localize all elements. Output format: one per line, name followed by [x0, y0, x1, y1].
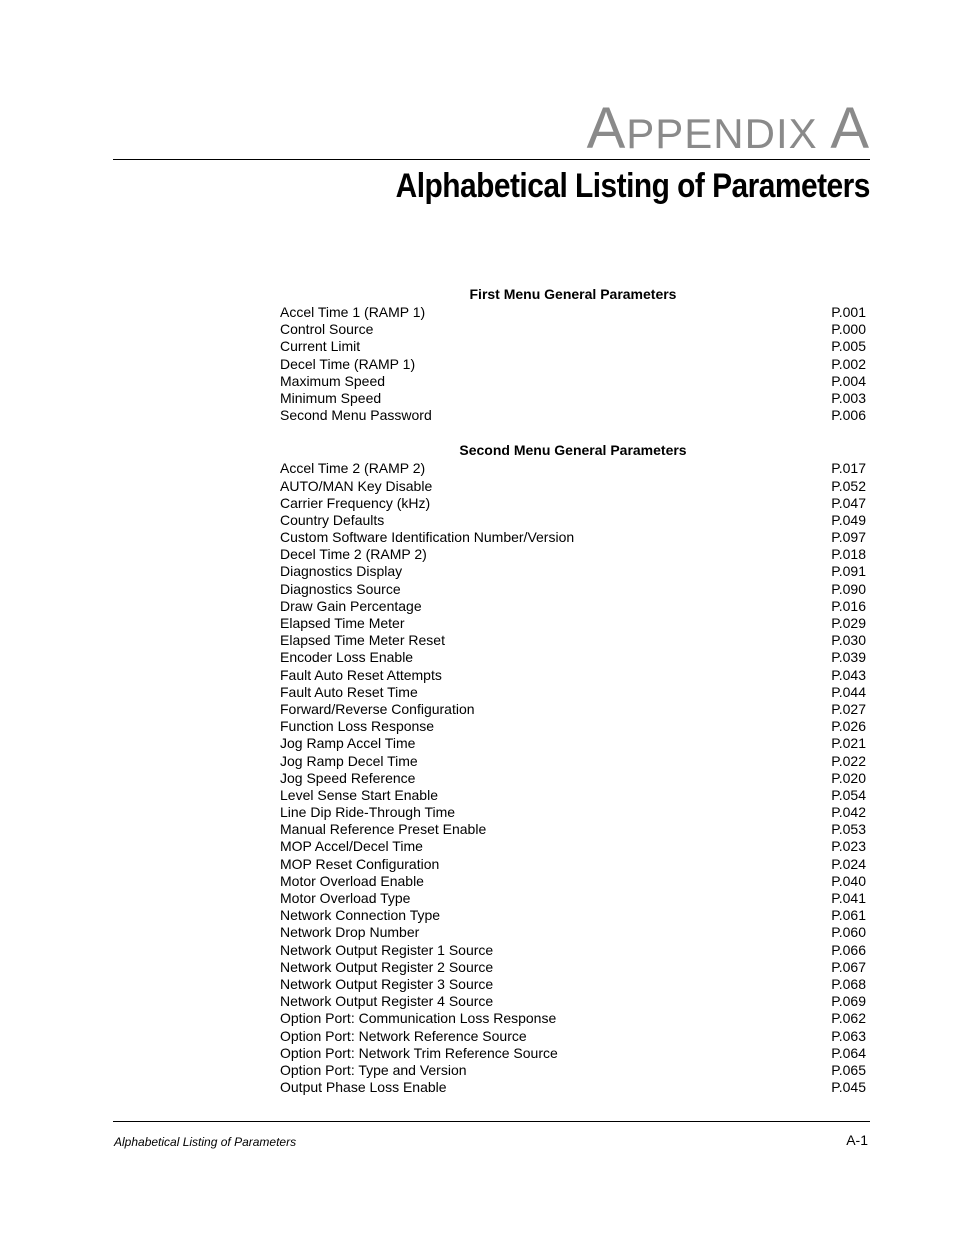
- parameter-code: P.026: [831, 718, 866, 735]
- parameter-code: P.064: [831, 1044, 866, 1061]
- parameter-name: Option Port: Type and Version: [280, 1061, 467, 1078]
- parameter-code: P.000: [831, 321, 866, 338]
- section-title: Second Menu General Parameters: [459, 442, 687, 459]
- parameter-code: P.020: [831, 769, 866, 786]
- parameter-entry: [280, 460, 866, 477]
- parameter-code: P.063: [831, 1027, 866, 1044]
- parameter-name: Accel Time 2 (RAMP 2): [280, 460, 426, 477]
- parameter-code: P.067: [831, 958, 866, 975]
- appendix-initial: A: [586, 96, 627, 161]
- parameter-entry: [280, 821, 866, 838]
- parameter-code: P.021: [831, 735, 866, 752]
- parameter-name: Jog Ramp Accel Time: [280, 735, 416, 752]
- parameter-name: Motor Overload Enable: [280, 872, 424, 889]
- parameter-name: Control Source: [280, 321, 374, 338]
- section-title: First Menu General Parameters: [469, 286, 677, 302]
- parameter-name: Elapsed Time Meter: [280, 615, 405, 631]
- parameter-entry: [280, 1079, 866, 1096]
- parameter-entry: [280, 581, 866, 598]
- parameter-entry: [280, 976, 866, 993]
- parameter-code: P.062: [831, 1010, 866, 1027]
- parameter-name: Option Port: Network Reference Source: [280, 1027, 527, 1044]
- parameter-name: Option Port: Network Trim Reference Source: [280, 1044, 558, 1061]
- parameter-entry: [280, 718, 866, 735]
- parameter-entry: [280, 321, 866, 338]
- parameter-name: Manual Reference Preset Enable: [280, 821, 487, 838]
- parameter-code: P.060: [831, 924, 866, 941]
- parameter-code: P.029: [831, 615, 866, 631]
- parameter-entry: [280, 373, 866, 390]
- parameter-code: P.001: [831, 304, 866, 320]
- parameter-name: AUTO/MAN Key Disable: [280, 477, 433, 494]
- parameter-name: Current Limit: [280, 338, 361, 355]
- parameter-entry: [280, 615, 866, 632]
- parameter-name: Forward/Reverse Configuration: [280, 700, 475, 717]
- appendix-label: [586, 96, 870, 161]
- parameter-code: P.039: [831, 649, 866, 666]
- parameter-entry: [280, 770, 866, 787]
- parameter-entry: [280, 890, 866, 907]
- parameter-entry: [280, 1045, 866, 1062]
- appendix-word-rest: PPENDIX: [626, 110, 818, 157]
- footer-rule: [113, 1121, 870, 1122]
- parameter-entry: [280, 649, 866, 666]
- parameter-code: P.040: [831, 872, 866, 889]
- parameter-name: Level Sense Start Enable: [280, 786, 438, 803]
- parameter-entry: [280, 390, 866, 407]
- parameter-code: P.004: [831, 372, 866, 389]
- footer-title: Alphabetical Listing of Parameters: [114, 1135, 297, 1149]
- parameter-entry: [280, 993, 866, 1010]
- parameter-code: P.017: [831, 460, 866, 477]
- parameter-code: P.002: [831, 355, 866, 372]
- section-gap: [280, 424, 866, 440]
- parameter-name: Network Output Register 2 Source: [280, 958, 494, 975]
- parameter-code: P.018: [831, 546, 866, 563]
- parameter-code: P.024: [831, 855, 866, 872]
- page-title: Alphabetical Listing of Parameters: [395, 167, 870, 205]
- parameter-name: Country Defaults: [280, 511, 385, 528]
- parameter-entry: [280, 753, 866, 770]
- header-rule: [113, 159, 870, 160]
- parameter-code: P.003: [831, 389, 866, 406]
- parameter-name: Diagnostics Source: [280, 580, 401, 597]
- parameter-entry: [280, 356, 866, 373]
- parameter-code: P.097: [831, 529, 866, 546]
- parameter-name: Diagnostics Display: [280, 563, 403, 580]
- parameter-entry: [280, 632, 866, 649]
- parameter-entry: [280, 838, 866, 855]
- parameter-name: Network Output Register 4 Source: [280, 993, 494, 1010]
- parameter-name: Network Output Register 3 Source: [280, 975, 494, 992]
- parameter-code: P.045: [831, 1079, 866, 1096]
- parameter-code: P.023: [831, 838, 866, 855]
- parameter-entry: [280, 1028, 866, 1045]
- parameter-code: P.069: [831, 993, 866, 1010]
- parameter-code: P.066: [831, 941, 866, 958]
- parameter-name: Line Dip Ride-Through Time: [280, 804, 456, 821]
- parameter-entry: [280, 338, 866, 355]
- parameter-entry: [280, 873, 866, 890]
- parameter-entry: [280, 735, 866, 752]
- parameter-code: P.090: [831, 580, 866, 597]
- parameter-entry: [280, 598, 866, 615]
- parameter-entry: [280, 804, 866, 821]
- parameter-code: P.049: [831, 511, 866, 528]
- parameter-entry: [280, 907, 866, 924]
- parameter-entry: [280, 304, 866, 321]
- parameter-entry: [280, 512, 866, 529]
- parameter-name: Fault Auto Reset Attempts: [280, 666, 442, 683]
- parameter-name: Elapsed Time Meter Reset: [280, 632, 445, 649]
- parameter-entry: [280, 1010, 866, 1027]
- parameter-code: P.005: [831, 338, 866, 355]
- appendix-space: [818, 110, 831, 157]
- parameter-name: MOP Accel/Decel Time: [280, 838, 423, 855]
- parameter-entry: [280, 787, 866, 804]
- parameter-entry: [280, 407, 866, 424]
- parameter-name: Custom Software Identification Number/Version: [280, 529, 575, 546]
- parameter-entry: [280, 942, 866, 959]
- parameter-code: P.065: [831, 1061, 866, 1078]
- parameter-entry: [280, 924, 866, 941]
- parameter-name: Network Drop Number: [280, 924, 420, 941]
- parameter-name: Encoder Loss Enable: [280, 649, 414, 666]
- parameter-code: P.061: [831, 907, 866, 924]
- parameter-code: P.053: [831, 821, 866, 838]
- parameter-name: Fault Auto Reset Time: [280, 683, 418, 700]
- parameter-code: P.016: [831, 597, 866, 614]
- parameter-entry: [280, 856, 866, 873]
- parameter-name: Decel Time 2 (RAMP 2): [280, 546, 427, 563]
- parameter-code: P.047: [831, 494, 866, 511]
- parameter-entry: [280, 529, 866, 546]
- parameter-name: Carrier Frequency (kHz): [280, 494, 431, 511]
- parameter-name: Draw Gain Percentage: [280, 597, 422, 614]
- page-number: A-1: [846, 1132, 868, 1148]
- parameter-name: Network Connection Type: [280, 907, 441, 924]
- parameter-name: Jog Speed Reference: [280, 769, 416, 786]
- parameter-code: P.022: [831, 752, 866, 769]
- parameter-code: P.052: [831, 477, 866, 494]
- parameter-code: P.054: [831, 786, 866, 803]
- parameter-name: Minimum Speed: [280, 389, 382, 406]
- parameter-code: P.027: [831, 700, 866, 717]
- parameter-entry: [280, 495, 866, 512]
- parameter-entry: [280, 701, 866, 718]
- parameter-entry: [280, 684, 866, 701]
- parameter-entry: [280, 959, 866, 976]
- parameter-entry: [280, 563, 866, 580]
- parameter-name: Decel Time (RAMP 1): [280, 355, 416, 372]
- parameter-code: P.030: [831, 632, 866, 649]
- parameter-name: Motor Overload Type: [280, 890, 411, 906]
- parameter-name: Jog Ramp Decel Time: [280, 752, 418, 769]
- parameter-code: P.041: [831, 890, 866, 906]
- parameter-entry: [280, 667, 866, 684]
- parameter-name: Second Menu Password: [280, 407, 432, 424]
- parameter-name: Function Loss Response: [280, 718, 435, 735]
- appendix-letter: A: [830, 96, 870, 161]
- parameter-code: P.042: [831, 804, 866, 821]
- parameter-name: MOP Reset Configuration: [280, 855, 440, 872]
- parameter-name: Accel Time 1 (RAMP 1): [280, 304, 426, 320]
- parameter-code: P.043: [831, 666, 866, 683]
- parameter-entry: [280, 478, 866, 495]
- parameter-code: P.068: [831, 975, 866, 992]
- parameter-entry: [280, 546, 866, 563]
- parameter-entry: [280, 1062, 866, 1079]
- parameter-name: Network Output Register 1 Source: [280, 941, 494, 958]
- parameter-listing: [280, 284, 866, 1096]
- parameter-name: Option Port: Communication Loss Response: [280, 1010, 557, 1027]
- parameter-name: Output Phase Loss Enable: [280, 1079, 447, 1096]
- parameter-code: P.091: [831, 563, 866, 580]
- parameter-name: Maximum Speed: [280, 372, 386, 389]
- parameter-code: P.006: [831, 407, 866, 424]
- parameter-code: P.044: [831, 683, 866, 700]
